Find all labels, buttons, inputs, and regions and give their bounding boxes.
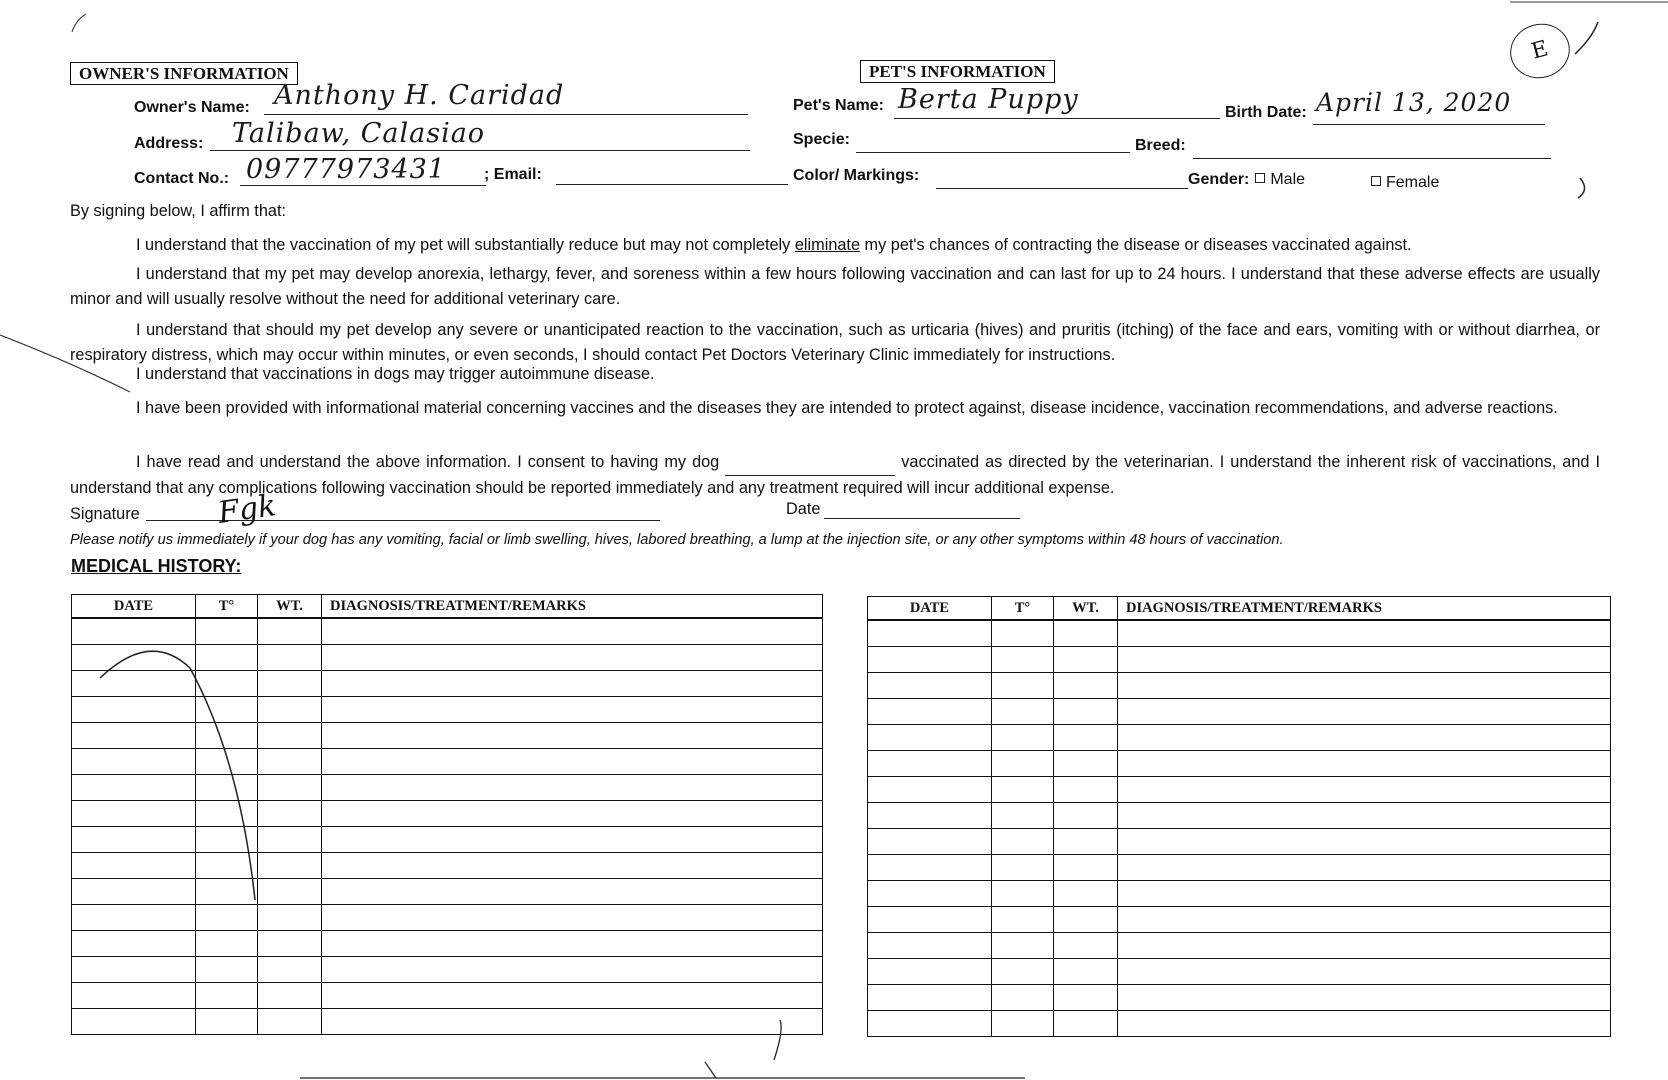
table-cell[interactable] <box>322 957 823 983</box>
table-row <box>72 905 823 931</box>
breed-label: Breed: <box>1135 137 1186 154</box>
color-markings-field[interactable] <box>936 188 1188 189</box>
table-cell[interactable] <box>258 827 322 853</box>
male-checkbox[interactable] <box>1255 173 1265 183</box>
table-cell[interactable] <box>72 931 196 957</box>
table-cell[interactable] <box>992 777 1054 803</box>
table-cell[interactable] <box>322 618 823 645</box>
table-cell[interactable] <box>258 697 322 723</box>
notify-notice: Please notify us immediately if your dog has any vomiting, facial or limb swelling, hives, labored breathing, a lump at the injection site, or any other symptoms within 48 hours of vaccination. <box>70 532 1284 548</box>
table-row <box>868 777 1611 803</box>
table-cell[interactable] <box>868 985 992 1011</box>
table-cell[interactable] <box>1118 907 1611 933</box>
table-row <box>868 725 1611 751</box>
table-cell[interactable] <box>1118 985 1611 1011</box>
table-cell[interactable] <box>322 697 823 723</box>
date-label: Date <box>786 500 821 518</box>
table-row <box>72 853 823 879</box>
table-cell[interactable] <box>196 723 258 749</box>
email-field[interactable] <box>556 184 788 185</box>
table-cell[interactable] <box>322 905 823 931</box>
table-cell[interactable] <box>322 645 823 671</box>
table-cell[interactable] <box>868 725 992 751</box>
specie-label: Specie: <box>793 131 850 148</box>
table-cell[interactable] <box>992 647 1054 673</box>
table-cell[interactable] <box>1118 933 1611 959</box>
table-cell[interactable] <box>322 931 823 957</box>
table-cell[interactable] <box>992 725 1054 751</box>
table-cell[interactable] <box>868 803 992 829</box>
table-cell[interactable] <box>72 671 196 697</box>
consent-paragraph-6: I have read and understand the above information. I consent to having my dog vaccinated as directed by the veterinarian. I understand the inherent risk of vaccinations, and I understand that any complications following vaccination should be reported immediately and any treatment required will incur additional expense. <box>70 450 1600 501</box>
col-remarks: DIAGNOSIS/TREATMENT/REMARKS <box>322 595 823 619</box>
table-cell[interactable] <box>868 855 992 881</box>
contact-field[interactable]: 09777973431 <box>246 154 446 185</box>
table-cell[interactable] <box>322 827 823 853</box>
table-cell[interactable] <box>322 749 823 775</box>
table-cell[interactable] <box>868 907 992 933</box>
table-row <box>868 829 1611 855</box>
table-cell[interactable] <box>72 983 196 1009</box>
table-cell[interactable] <box>868 647 992 673</box>
table-row <box>868 699 1611 725</box>
table-cell[interactable] <box>322 853 823 879</box>
table-cell[interactable] <box>258 853 322 879</box>
table-cell[interactable] <box>72 879 196 905</box>
table-cell[interactable] <box>992 855 1054 881</box>
table-cell[interactable] <box>1118 647 1611 673</box>
table-cell[interactable] <box>196 671 258 697</box>
address-line <box>210 150 750 151</box>
table-cell[interactable] <box>992 620 1054 647</box>
table-row <box>868 751 1611 777</box>
table-cell[interactable] <box>196 931 258 957</box>
table-row <box>72 645 823 671</box>
table-cell[interactable] <box>196 697 258 723</box>
col-date: DATE <box>72 595 196 619</box>
table-row <box>72 749 823 775</box>
table-row <box>868 1011 1611 1037</box>
table-cell[interactable] <box>868 620 992 647</box>
table-row <box>868 673 1611 699</box>
table-cell[interactable] <box>72 723 196 749</box>
table-cell[interactable] <box>1054 907 1118 933</box>
table-cell[interactable] <box>992 829 1054 855</box>
owner-name-line <box>264 114 748 115</box>
address-label: Address: <box>134 135 204 152</box>
table-cell[interactable] <box>72 827 196 853</box>
table-cell[interactable] <box>322 801 823 827</box>
specie-field[interactable] <box>856 152 1130 153</box>
consent-paragraph-1: I understand that the vaccination of my pet will substantially reduce but may not completely eliminate my pet's chances of contracting the disease or diseases vaccinated against. <box>136 236 1412 254</box>
table-cell[interactable] <box>196 879 258 905</box>
table-cell[interactable] <box>1118 855 1611 881</box>
table-cell[interactable] <box>992 699 1054 725</box>
female-option <box>1365 174 1439 192</box>
table-cell[interactable] <box>868 777 992 803</box>
table-cell[interactable] <box>196 983 258 1009</box>
table-cell[interactable] <box>992 985 1054 1011</box>
table-cell[interactable] <box>992 933 1054 959</box>
consent-paragraph-3: I understand that should my pet develop any severe or unanticipated reaction to the vaccination, such as urticaria (hives) and pruritis (itching) of the face and ears, vomiting with or without diarrhea, or respiratory distress, which may occur within minutes, or even seconds, I should contact Pet Doctors Veterinary Clinic immediately for instructions. <box>70 321 1600 364</box>
table-cell[interactable] <box>868 829 992 855</box>
table-cell[interactable] <box>258 983 322 1009</box>
table-cell[interactable] <box>1054 620 1118 647</box>
signature-scrawl: Fgk <box>215 488 279 531</box>
table-cell[interactable] <box>322 983 823 1009</box>
contact-label: Contact No.: <box>134 170 230 187</box>
table-cell[interactable] <box>196 1009 258 1035</box>
table-cell[interactable] <box>72 853 196 879</box>
table-cell[interactable] <box>1054 959 1118 985</box>
table-cell[interactable] <box>196 853 258 879</box>
gender-label <box>1188 171 1305 189</box>
table-cell[interactable] <box>258 645 322 671</box>
table-row <box>72 618 823 645</box>
address-field[interactable]: Talibaw, Calasiao <box>232 118 486 149</box>
table-cell[interactable] <box>322 879 823 905</box>
table-cell[interactable] <box>72 645 196 671</box>
table-cell[interactable] <box>258 723 322 749</box>
contact-line <box>240 185 486 186</box>
table-row <box>72 879 823 905</box>
table-cell[interactable] <box>868 673 992 699</box>
table-cell[interactable] <box>1118 777 1611 803</box>
table-cell[interactable] <box>1054 725 1118 751</box>
table-cell[interactable] <box>1118 725 1611 751</box>
table-cell[interactable] <box>1054 647 1118 673</box>
table-cell[interactable] <box>258 905 322 931</box>
table-cell[interactable] <box>258 671 322 697</box>
table-cell[interactable] <box>992 673 1054 699</box>
table-row <box>868 620 1611 647</box>
table-row <box>868 907 1611 933</box>
table-cell[interactable] <box>992 1011 1054 1037</box>
table-cell[interactable] <box>322 723 823 749</box>
table-cell[interactable] <box>196 905 258 931</box>
table-row <box>72 697 823 723</box>
table-cell[interactable] <box>196 749 258 775</box>
birth-date-line <box>1313 124 1545 125</box>
table-cell[interactable] <box>1118 699 1611 725</box>
table-cell[interactable] <box>258 1009 322 1035</box>
table-row <box>72 723 823 749</box>
table-cell[interactable] <box>1118 1011 1611 1037</box>
color-markings-label: Color/ Markings: <box>793 167 920 184</box>
table-row <box>868 881 1611 907</box>
consent-paragraph-4: I understand that vaccinations in dogs may trigger autoimmune disease. <box>136 365 655 383</box>
table-cell[interactable] <box>992 907 1054 933</box>
table-row <box>72 931 823 957</box>
table-cell[interactable] <box>72 749 196 775</box>
table-row <box>72 775 823 801</box>
table-cell[interactable] <box>1054 985 1118 1011</box>
table-cell[interactable] <box>72 957 196 983</box>
table-row <box>868 803 1611 829</box>
table-row <box>72 671 823 697</box>
signature-label: Signature <box>70 505 140 523</box>
table-row <box>72 983 823 1009</box>
owner-name-field[interactable]: Anthony H. Caridad <box>274 80 565 111</box>
table-cell[interactable] <box>1054 673 1118 699</box>
table-row <box>868 933 1611 959</box>
table-cell[interactable] <box>196 801 258 827</box>
gender-text: Gender: <box>1188 171 1250 188</box>
table-cell[interactable] <box>868 959 992 985</box>
medical-history-table-right <box>867 596 1611 1037</box>
table-cell[interactable] <box>196 957 258 983</box>
email-label: ; Email: <box>484 166 542 183</box>
date-field[interactable] <box>824 518 1020 519</box>
table-row <box>72 827 823 853</box>
table-cell[interactable] <box>258 931 322 957</box>
table-cell[interactable] <box>1118 751 1611 777</box>
table-cell[interactable] <box>72 697 196 723</box>
table-cell[interactable] <box>868 699 992 725</box>
table-cell[interactable] <box>1118 803 1611 829</box>
table-row <box>72 957 823 983</box>
circled-letter-mark: E <box>1504 17 1576 85</box>
table-cell[interactable] <box>196 618 258 645</box>
table-cell[interactable] <box>258 749 322 775</box>
table-cell[interactable] <box>72 905 196 931</box>
table-row <box>868 985 1611 1011</box>
table-cell[interactable] <box>322 671 823 697</box>
table-cell[interactable] <box>196 827 258 853</box>
dog-name-blank[interactable] <box>725 450 895 476</box>
table-cell[interactable] <box>1054 1011 1118 1037</box>
table-cell[interactable] <box>868 751 992 777</box>
table-cell[interactable] <box>196 775 258 801</box>
table-cell[interactable] <box>868 933 992 959</box>
col-weight: WT. <box>1054 597 1118 621</box>
table-cell[interactable] <box>1054 751 1118 777</box>
table-row <box>868 959 1611 985</box>
table-cell[interactable] <box>992 751 1054 777</box>
table-cell[interactable] <box>992 959 1054 985</box>
table-cell[interactable] <box>322 775 823 801</box>
table-cell[interactable] <box>322 1009 823 1035</box>
table-cell[interactable] <box>1054 777 1118 803</box>
breed-field[interactable] <box>1193 158 1551 159</box>
pet-name-line <box>894 118 1220 119</box>
consent-paragraph-2: I understand that my pet may develop anorexia, lethargy, fever, and soreness within a few hours following vaccination and can last for up to 24 hours. I understand that these adverse effects are usually minor and will usually resolve without the need for additional veterinary care. <box>70 265 1600 308</box>
table-cell[interactable] <box>868 881 992 907</box>
table-cell[interactable] <box>258 775 322 801</box>
medical-history-title: MEDICAL HISTORY: <box>71 556 242 576</box>
table-cell[interactable] <box>72 801 196 827</box>
table-cell[interactable] <box>258 801 322 827</box>
table-cell[interactable] <box>992 803 1054 829</box>
table-cell[interactable] <box>72 775 196 801</box>
table-cell[interactable] <box>72 618 196 645</box>
table-cell[interactable] <box>992 881 1054 907</box>
owner-name-label: Owner's Name: <box>134 99 250 116</box>
table-cell[interactable] <box>72 1009 196 1035</box>
male-label: Male <box>1270 171 1306 188</box>
pet-name-field[interactable]: Berta Puppy <box>898 84 1079 115</box>
birth-date-field[interactable]: April 13, 2020 <box>1316 88 1512 117</box>
table-cell[interactable] <box>1118 673 1611 699</box>
table-cell[interactable] <box>1054 881 1118 907</box>
table-cell[interactable] <box>1054 803 1118 829</box>
owner-info-title: OWNER'S INFORMATION <box>70 62 298 85</box>
table-cell[interactable] <box>1054 933 1118 959</box>
table-cell[interactable] <box>1118 829 1611 855</box>
col-temp: T° <box>196 595 258 619</box>
col-weight: WT. <box>258 595 322 619</box>
table-row <box>72 1009 823 1035</box>
col-date: DATE <box>868 597 992 621</box>
table-row <box>868 647 1611 673</box>
pet-info-title: PET'S INFORMATION <box>860 60 1055 83</box>
table-cell[interactable] <box>1118 959 1611 985</box>
col-temp: T° <box>992 597 1054 621</box>
table-row <box>72 801 823 827</box>
table-cell[interactable] <box>258 957 322 983</box>
birth-date-label: Birth Date: <box>1225 104 1307 121</box>
table-cell[interactable] <box>1054 699 1118 725</box>
table-cell[interactable] <box>258 879 322 905</box>
table-cell[interactable] <box>868 1011 992 1037</box>
consent-intro: By signing below, I affirm that: <box>70 202 286 220</box>
pet-name-label: Pet's Name: <box>793 97 884 114</box>
table-cell[interactable] <box>196 645 258 671</box>
female-checkbox[interactable] <box>1371 176 1381 186</box>
table-row <box>868 855 1611 881</box>
table-cell[interactable] <box>1054 829 1118 855</box>
table-cell[interactable] <box>258 618 322 645</box>
table-cell[interactable] <box>1054 855 1118 881</box>
table-cell[interactable] <box>1118 881 1611 907</box>
table-cell[interactable] <box>1118 620 1611 647</box>
col-remarks: DIAGNOSIS/TREATMENT/REMARKS <box>1118 597 1611 621</box>
medical-history-table-left <box>71 594 823 1035</box>
female-label: Female <box>1386 174 1440 191</box>
consent-paragraph-5: I have been provided with informational material concerning vaccines and the diseases they are intended to protect against, disease incidence, vaccination recommendations, and adverse reactions. <box>136 399 1558 417</box>
